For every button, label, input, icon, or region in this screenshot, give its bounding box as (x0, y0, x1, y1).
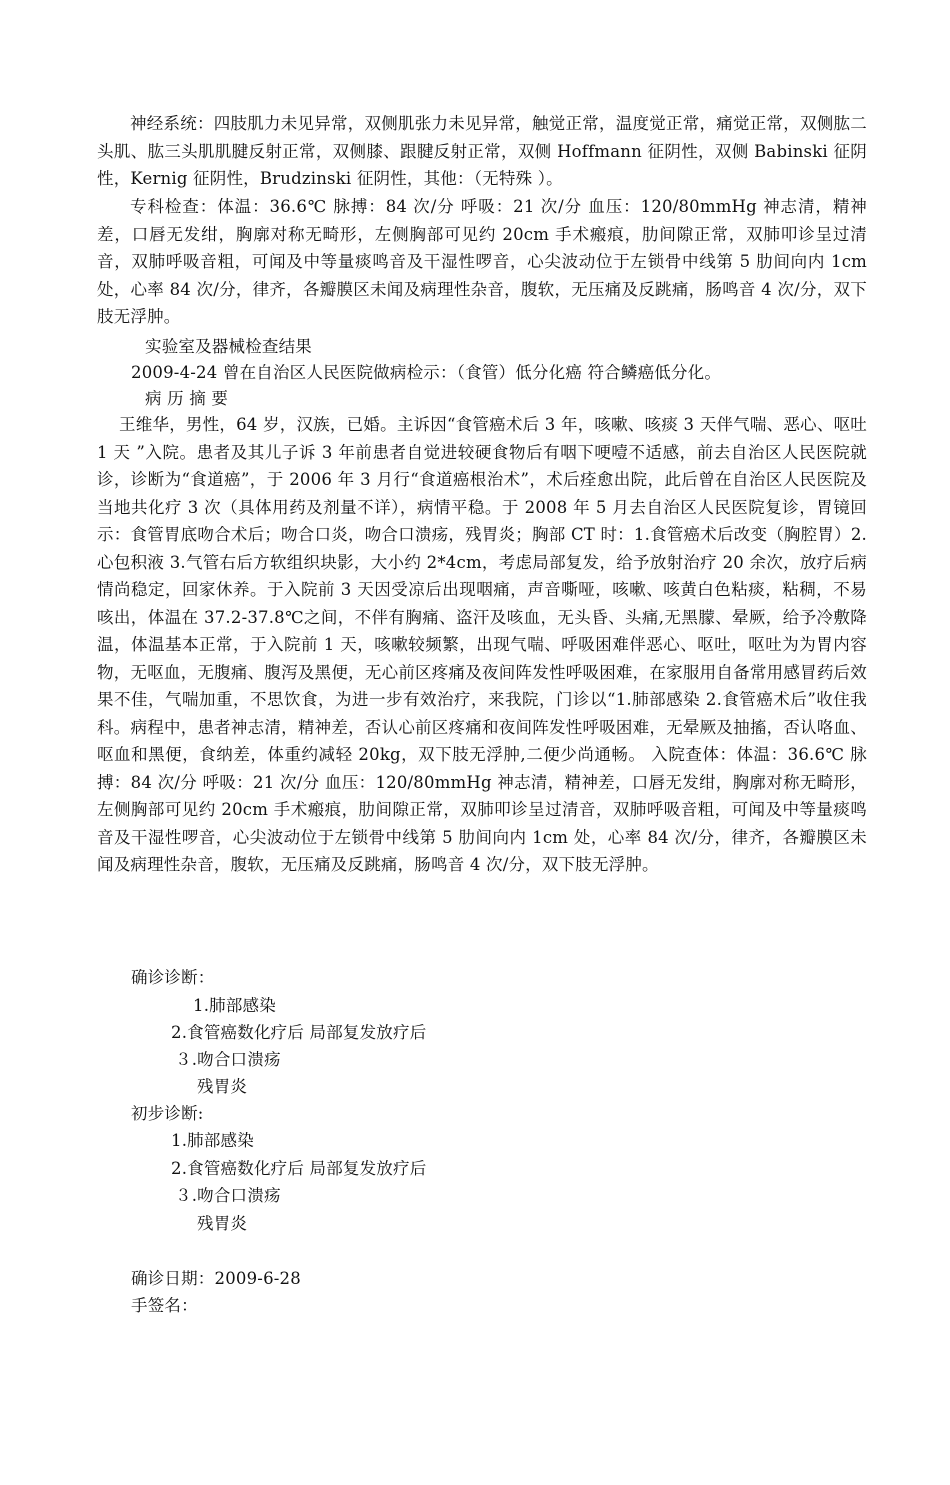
confirmed-item: 残胃炎 (197, 1077, 248, 1096)
preliminary-item: 1.肺部感染 (171, 1131, 254, 1150)
neuro-exam-paragraph: 神经系统：四肢肌力未见异常，双侧肌张力未见异常，触觉正常，温度觉正常，痛觉正常，双侧肱二头肌、肱三头肌肌腱反射正常，双侧膝、跟腱反射正常，双侧 Hoffmann 征阴性，双侧 Babinski 征阴性，Kernig 征阴性，Brudzinski 征阴性，其他：（无特殊 ）。 (97, 114, 867, 188)
confirmed-item: 1.肺部感染 (193, 996, 276, 1015)
confirm-date: 确诊日期：2009-6-28 (131, 1269, 301, 1288)
signature-label: 手签名： (131, 1296, 198, 1315)
preliminary-heading: 初步诊断: (131, 1104, 204, 1123)
confirmed-item: ３.吻合口溃疡 (175, 1050, 281, 1069)
preliminary-item: ３.吻合口溃疡 (175, 1186, 281, 1205)
confirmed-heading: 确诊诊断： (131, 968, 215, 987)
summary-paragraph: 王维华，男性，64 岁，汉族，已婚。主诉因“食管癌术后 3 年，咳嗽、咳痰 3 天伴气喘、恶心、呕吐 1 天 ”入院。患者及其儿子诉 3 年前患者自觉进较硬食物后有咽下哽噎不适感，前去自治区人民医院就诊，诊断为“食道癌”，于 2006 年 3 月行“食道癌根治术”，术后痊愈出院，此后曾在自治区人民医院及当地共化疗 3 次（具体用药及剂量不详），病情平稳。于 2008 年 5 月去自治区人民医院复诊，胃镜回示：食管胃底吻合术后；吻合口炎，吻合口溃疡，残胃炎；胸部 CT 时：1.食管癌术后改变（胸腔胃）2.心包积液 3.气管右后方软组织块影，大小约 2*4cm，考虑局部复发，给予放射治疗 20 余次，放疗后病情尚稳定，回家休养。于入院前 3 天因受凉后出现咽痛，声音嘶哑，咳嗽、咳黄白色粘痰，粘稠，不易咳出，体温在 37.2-37.8℃之间，不伴有胸痛、盗汗及咳血，无头昏、头痛,无黑朦、晕厥，给予冷敷降温，体温基本正常，于入院前 1 天，咳嗽较频繁，出现气喘、呼吸困难伴恶心、呕吐，呕吐为为胃内容物，无呕血，无腹痛、腹泻及黑便，无心前区疼痛及夜间阵发性呼吸困难，在家服用自备常用感冒药后效果不佳，气喘加重，不思饮食，为进一步有效治疗，来我院，门诊以“1.肺部感染 2.食管癌术后”收住我科。病程中，患者神志清，精神差，否认心前区疼痛和夜间阵发性呼吸困难，无晕厥及抽搐，否认咯血、呕血和黑便，食纳差，体重约减轻 20kg，双下肢无浮肿,二便少尚通畅。 入院查体：体温：36.6℃ 脉搏：84 次/分 呼吸：21 次/分 血压：120/80mmHg 神志清，精神差，口唇无发绀，胸廓对称无畸形，左侧胸部可见约 20cm 手术瘢痕，肋间隙正常，双肺叩诊呈过清音，双肺呼吸音粗，可闻及中等量痰鸣音及干湿性啰音，心尖波动位于左锁骨中线第 5 肋间向内 1cm 处，心率 84 次/分，律齐，各瓣膜区未闻及病理性杂音，腹软，无压痛及反跳痛，肠鸣音 4 次/分，双下肢无浮肿。 (97, 415, 867, 874)
lab-result: 2009-4-24 曾在自治区人民医院做病检示：（食管）低分化癌 符合鳞癌低分化。 (131, 363, 722, 382)
summary-heading: 病 历 摘 要 (145, 389, 229, 408)
confirmed-item: 2.食管癌数化疗后 局部复发放疗后 (171, 1023, 427, 1042)
preliminary-item: 残胃炎 (197, 1214, 248, 1233)
lab-heading: 实验室及器械检查结果 (145, 337, 312, 356)
preliminary-item: 2.食管癌数化疗后 局部复发放疗后 (171, 1159, 427, 1178)
special-exam-paragraph: 专科检查：体温：36.6℃ 脉搏：84 次/分 呼吸：21 次/分 血压：120/80mmHg 神志清，精神差，口唇无发绀，胸廓对称无畸形，左侧胸部可见约 20cm 手术瘢痕，肋间隙正常，双肺叩诊呈过清音，双肺呼吸音粗，可闻及中等量痰鸣音及干湿性啰音，心尖波动位于左锁骨中线第 5 肋间向内 1cm 处，心率 84 次/分，律齐，各瓣膜区未闻及病理性杂音，腹软，无压痛及反跳痛，肠鸣音 4 次/分，双下肢无浮肿。 (97, 197, 867, 326)
